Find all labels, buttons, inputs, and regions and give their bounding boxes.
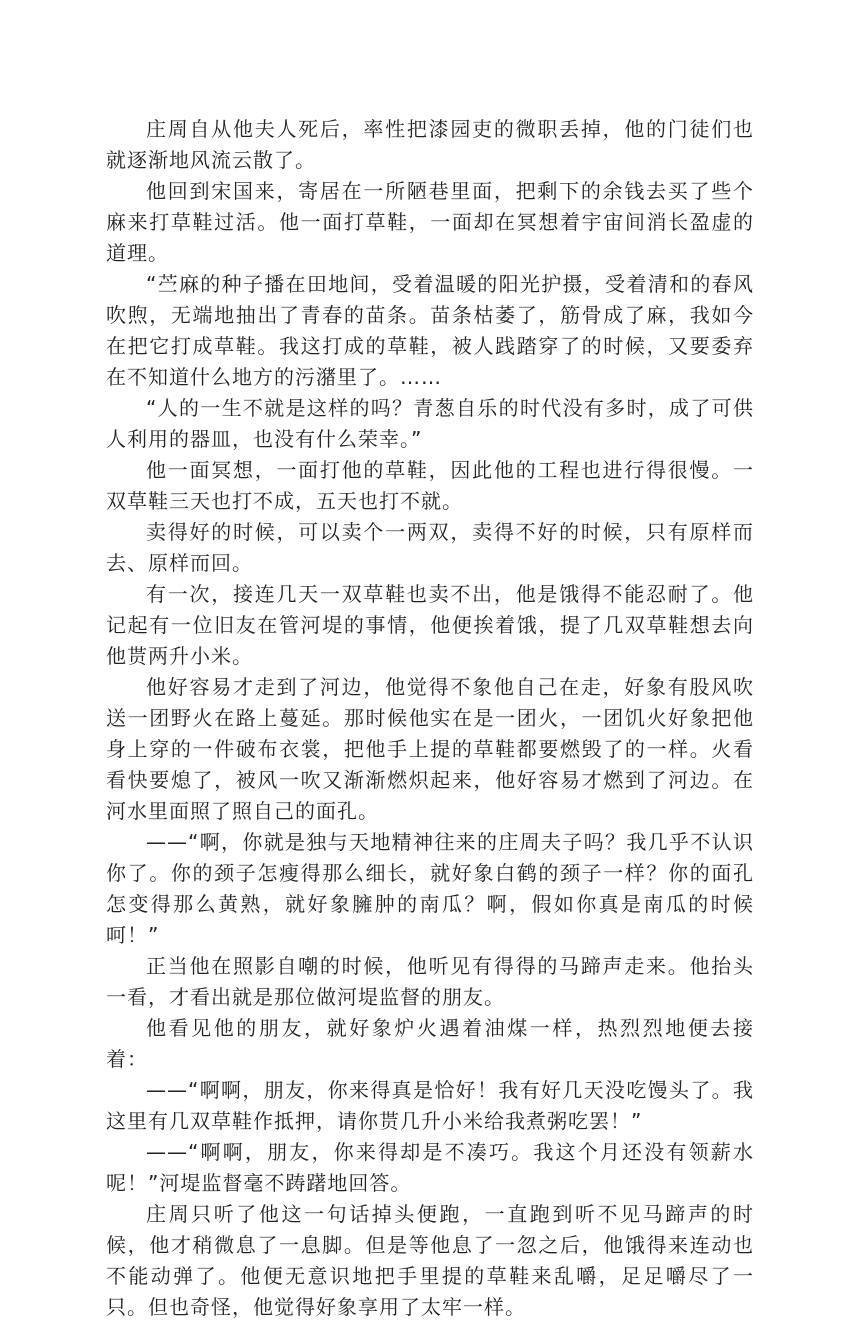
paragraph: “苎麻的种子播在田地间，受着温暖的阳光护摄，受着清和的春风吹煦，无端地抽出了青春的苗条。苗条枯萎了，筋骨成了麻，我如今在把它打成草鞋。我这打成的草鞋，被人践踏穿了的时候，又要委弃在不知道什么地方的污潴里了。……: [106, 272, 754, 389]
paragraph: ——“啊啊，朋友，你来得却是不凑巧。我这个月还没有领薪水呢！”河堤监督毫不踌躇地回答。: [106, 1140, 754, 1195]
paragraph: 他一面冥想，一面打他的草鞋，因此他的工程也进行得很慢。一双草鞋三天也打不成，五天也打不就。: [106, 458, 754, 513]
paragraph: 庄周只听了他这一句话掉头便跑，一直跑到听不见马蹄声的时候，他才稍微息了一息脚。但是等他息了一忽之后，他饿得来连动也不能动弹了。他便无意识地把手里提的草鞋来乱嚼，足足嚼尽了一只。但也奇怪，他觉得好象享用了太牢一样。: [106, 1202, 754, 1319]
paragraph: 他回到宋国来，寄居在一所陋巷里面，把剩下的余钱去买了些个麻来打草鞋过活。他一面打草鞋，一面却在冥想着宇宙间消长盈虚的道理。: [106, 179, 754, 265]
paragraph: 庄周自从他夫人死后，率性把漆园吏的微职丢掉，他的门徒们也就逐渐地风流云散了。: [106, 117, 754, 172]
paragraph: 他看见他的朋友，就好象炉火遇着油煤一样，热烈烈地便去接着：: [106, 1016, 754, 1071]
paragraph: 有一次，接连几天一双草鞋也卖不出，他是饿得不能忍耐了。他记起有一位旧友在管河堤的事情，他便挨着饿，提了几双草鞋想去向他贳两升小米。: [106, 582, 754, 668]
paragraph: 正当他在照影自嘲的时候，他听见有得得的马蹄声走来。他抬头一看，才看出就是那位做河堤监督的朋友。: [106, 954, 754, 1009]
paragraph: ——“啊啊，朋友，你来得真是恰好！我有好几天没吃馒头了。我这里有几双草鞋作抵押，请你贳几升小米给我煮粥吃罢！”: [106, 1078, 754, 1133]
paragraph: 他好容易才走到了河边，他觉得不象他自己在走，好象有股风吹送一团野火在路上蔓延。那时候他实在是一团火，一团饥火好象把他身上穿的一件破布衣裳，把他手上提的草鞋都要燃毁了的一样。火看看快要熄了，被风一吹又渐渐燃炽起来，他好容易才燃到了河边。在河水里面照了照自己的面孔。: [106, 675, 754, 823]
paragraph: 卖得好的时候，可以卖个一两双，卖得不好的时候，只有原样而去、原样而回。: [106, 520, 754, 575]
body-text: [106, 114, 754, 1323]
paragraph: ——“啊，你就是独与天地精神往来的庄周夫子吗？我几乎不认识你了。你的颈子怎瘦得那么细长，就好象白鹤的颈子一样？你的面孔怎变得那么黄熟，就好象臃肿的南瓜？啊，假如你真是南瓜的时候呵！”: [106, 830, 754, 947]
paragraph: “人的一生不就是这样的吗？青葱自乐的时代没有多时，成了可供人利用的器皿，也没有什么荣幸。”: [106, 396, 754, 451]
